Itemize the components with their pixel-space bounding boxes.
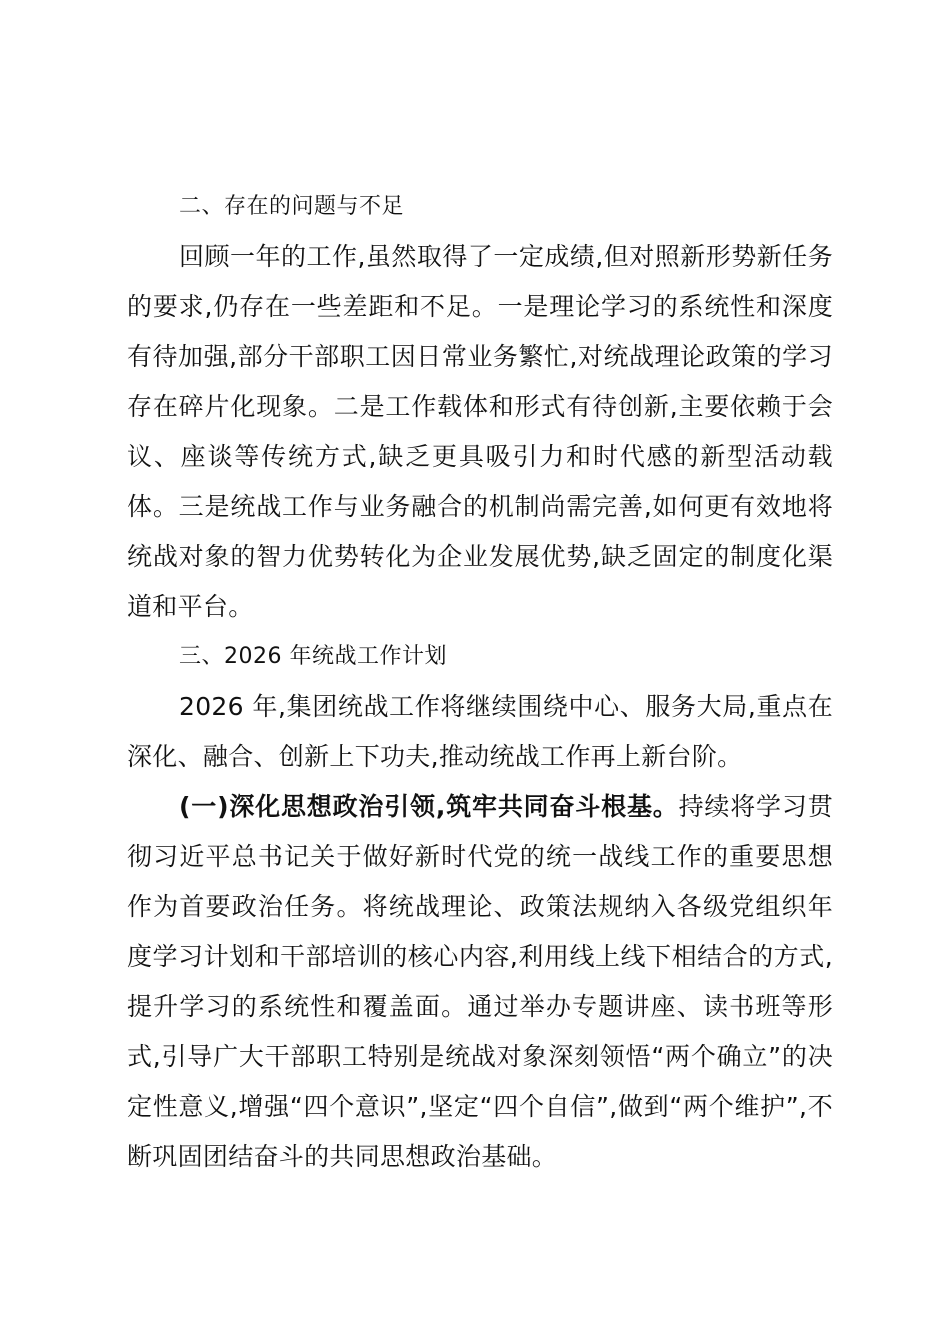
paragraph-problems: 回顾一年的工作,虽然取得了一定成绩,但对照新形势新任务的要求,仍存在一些差距和不足。一是理论学习的系统性和深度有待加强,部分干部职工因日常业务繁忙,对统战理论政策的学习存在碎片化现象。二是工作载体和形式有待创新,主要依赖于会议、座谈等传统方式,缺乏更具吸引力和时代感的新型活动载体。三是统战工作与业务融合的机制尚需完善,如何更有效地将统战对象的智力优势转化为企业发展优势,缺乏固定的制度化渠道和平台。 bbox=[127, 242, 833, 621]
section-heading-plan: 三、2026 年统战工作计划 bbox=[179, 644, 447, 669]
section-heading-problems: 二、存在的问题与不足 bbox=[179, 194, 405, 219]
item-1-body: 持续将学习贯彻习近平总书记关于做好新时代党的统一战线工作的重要思想作为首要政治任务。将统战理论、政策法规纳入各级党组织年度学习计划和干部培训的核心内容,利用线上线下相结合的方式,提升学习的系统性和覆盖面。通过举办专题讲座、读书班等形式,引导广大干部职工特别是统战对象深刻领悟“两个确立”的决定性意义,增强“四个意识”,坚定“四个自信”,做到“两个维护”,不断巩固团结奋斗的共同思想政治基础。 bbox=[127, 792, 833, 1171]
paragraph-plan-item-1 bbox=[127, 782, 833, 1182]
paragraph-plan-intro: 2026 年,集团统战工作将继续围绕中心、服务大局,重点在深化、融合、创新上下功夫,推动统战工作再上新台阶。 bbox=[127, 692, 833, 771]
item-1-title: (一)深化思想政治引领,筑牢共同奋斗根基。 bbox=[179, 792, 679, 821]
document-page bbox=[127, 182, 833, 1182]
